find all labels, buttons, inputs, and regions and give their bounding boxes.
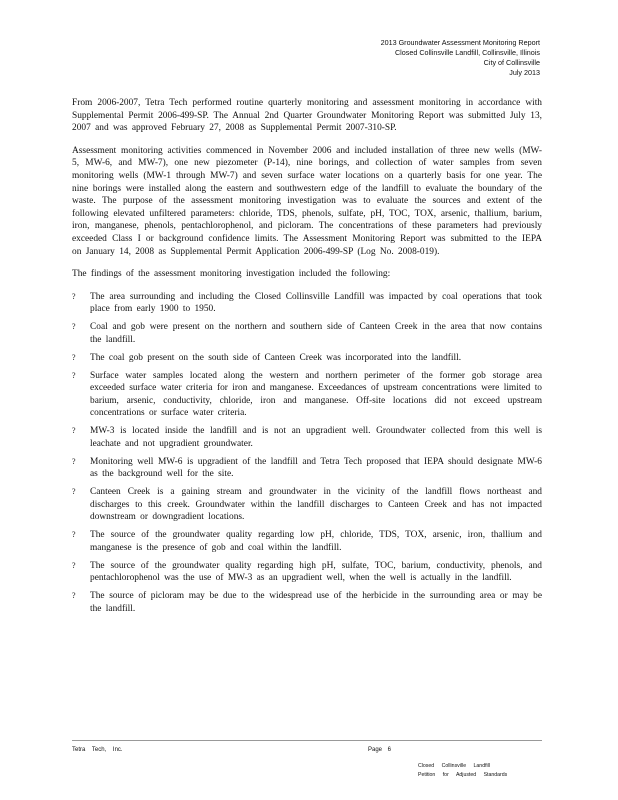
paragraph-assessment-activities: Assessment monitoring activities commenced in November 2006 and included installation of three new wells (MW-5, MW-6, and MW-7), one new piezometer (P-14), nine borings, and collection of water samples from seven monitoring wells (MW-1 through MW-7) and seven surface water locations on a quarterly basis for one year. The nine borings were installed along the eastern and southwestern edge of the landfill to evaluate the boundary of the waste. The purpose of the assessment monitoring investigation was to evaluate the sources and extent of the following elevated unfiltered parameters: chloride, TDS, phenols, sulfate, pH, TOC, TOX, arsenic, thallium, barium, iron, manganese, phenols, pentachlorophenol, and picloram. The concentrations of these parameters had previously exceeded Class I or background confidence limits. The Assessment Monitoring Report was submitted to the IEPA on January 14, 2008 as Supplemental Permit Application 2006-499-SP (Log No. 2008-019). [72,145,542,257]
finding-item [72,560,542,585]
footer-ref-line2: Petition for Adjusted Standards [418,772,508,778]
footer-ref-line1: Closed Collinsville Landfill [418,763,490,769]
bullet-marker: ? [72,291,76,301]
footer-company: Tetra Tech, Inc. [72,747,123,753]
bullet-marker: ? [72,530,76,540]
finding-item [72,456,542,481]
finding-text: Monitoring well MW-6 is upgradient of the landfill and Tetra Tech proposed that IEPA should designate MW-6 as the background well for the site. [90,456,542,480]
finding-item [72,291,542,316]
header-site-name: Closed Collinsville Landfill, Collinsville, Illinois [394,48,540,57]
finding-text: Surface water samples located along the western and northern perimeter of the former gob storage area exceeded surface water criteria for iron and manganese. Exceedances of upstream concentrations were limited to barium, arsenic, conductivity, chloride, iron and manganese. Off-site locations did not exceed upstream concentrations or surface water criteria. [90,370,542,419]
paragraph-monitoring-history: From 2006-2007, Tetra Tech performed routine quarterly monitoring and assessment monitoring in accordance with Supplemental Permit 2006-499-SP. The Annual 2nd Quarter Groundwater Monitoring Report was submitted July 13, 2007 and was approved February 27, 2008 as Supplemental Permit 2007-310-SP. [72,98,542,134]
footer-document-ref [418,762,528,780]
bullet-marker: ? [72,322,76,332]
footer-divider [72,740,542,741]
findings-list [72,291,542,616]
finding-text: Canteen Creek is a gaining stream and groundwater in the vicinity of the landfill flows northeast and discharges to this creek. Groundwater within the landfill discharges to Canteen Creek and has not impacted downstream or downgradient locations. [90,487,542,523]
finding-text: The coal gob present on the south side of Canteen Creek was incorporated into the landfill. [90,352,462,363]
bullet-marker: ? [72,591,76,601]
document-body [72,97,542,621]
finding-text: The area surrounding and including the Closed Collinsville Landfill was impacted by coal operations that took place from early 1900 to 1950. [90,291,542,315]
footer-page-number: Page 6 [368,747,392,753]
finding-text: MW-3 is located inside the landfill and is not an upgradient well. Groundwater collected from this well is leachate and not upgradient groundwater. [90,426,542,449]
finding-item [72,370,542,420]
finding-text: The source of the groundwater quality regarding low pH, chloride, TDS, TOX, arsenic, iron, thallium and manganese is the presence of gob and coal within the landfill. [90,530,542,553]
bullet-marker: ? [72,370,76,380]
bullet-marker: ? [72,456,76,466]
header-date: July 2013 [509,68,540,77]
finding-item [72,529,542,554]
header-report-title: 2013 Groundwater Assessment Monitoring Report [380,38,540,47]
bullet-marker: ? [72,560,76,570]
report-header [381,38,540,78]
bullet-marker: ? [72,426,76,436]
finding-item [72,486,542,524]
finding-text: The source of the groundwater quality regarding high pH, sulfate, TOC, barium, conductivity, phenols, and pentachlorophenol was the use of MW-3 as an upgradient well, when the well is actually in the landfill. [90,560,542,584]
paragraph-findings-intro: The findings of the assessment monitoring investigation included the following: [72,269,391,280]
header-client: City of Collinsville [483,58,540,67]
finding-text: The source of picloram may be due to the widespread use of the herbicide in the surrounding area or may be the landfill. [90,591,542,614]
finding-item [72,352,542,365]
bullet-marker: ? [72,352,76,362]
finding-item [72,425,542,450]
bullet-marker: ? [72,487,76,497]
finding-text: Coal and gob were present on the northern and southern side of Canteen Creek in the area that now contains the landfill. [90,322,542,345]
finding-item [72,590,542,615]
finding-item [72,321,542,346]
